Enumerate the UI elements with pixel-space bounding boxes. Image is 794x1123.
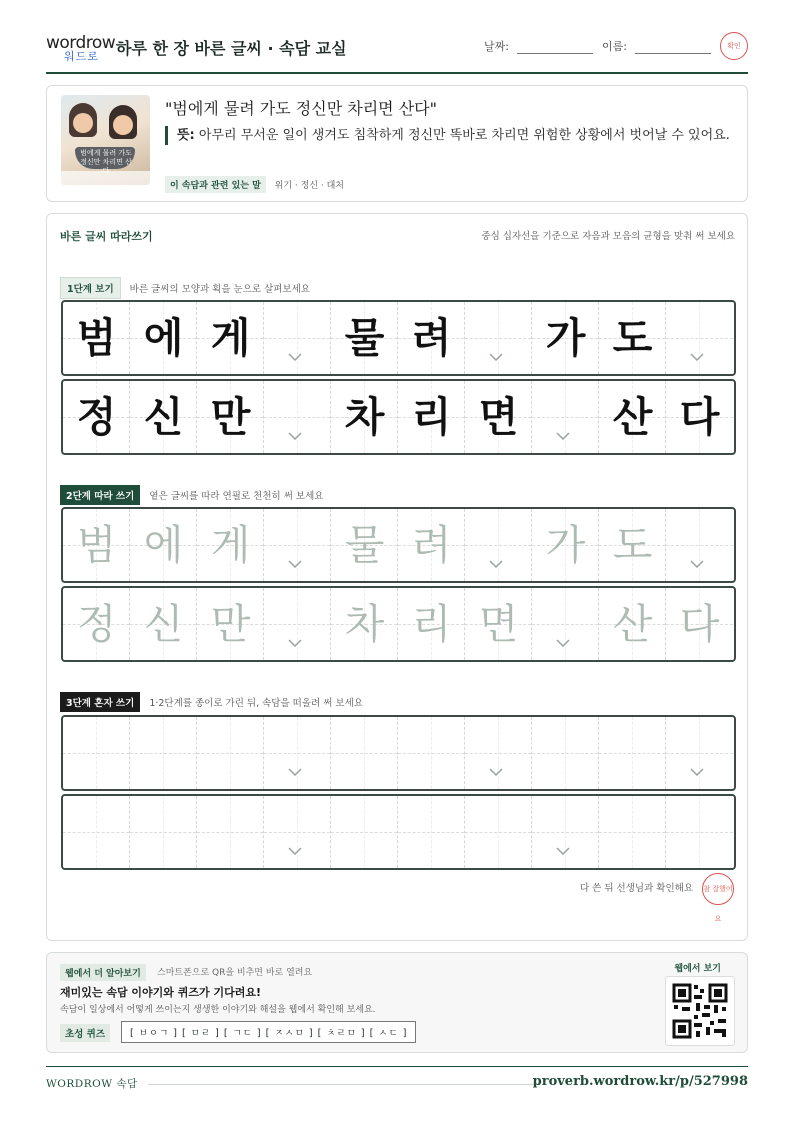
practice-char: 산 xyxy=(612,393,653,441)
space-mark-icon xyxy=(690,768,704,776)
practice-char: 면 xyxy=(478,393,519,441)
practice-char: 만 xyxy=(210,393,251,441)
char-cell xyxy=(465,381,532,453)
logo xyxy=(46,33,116,63)
char-cell[interactable] xyxy=(197,717,264,789)
char-cell xyxy=(398,302,465,374)
char-cell[interactable] xyxy=(130,509,197,581)
space-cell xyxy=(465,302,532,374)
space-mark-icon xyxy=(556,639,570,647)
space-cell xyxy=(666,302,733,374)
char-cell[interactable] xyxy=(63,796,130,868)
stage3-desc: 1·2단계를 종이로 가린 뒤, 속담을 떠올려 써 보세요 xyxy=(149,698,363,709)
char-cell[interactable] xyxy=(197,509,264,581)
practice-char: 리 xyxy=(411,393,452,441)
stage3-badge: 3단계 혼자 쓰기 xyxy=(60,692,140,712)
teacher-note: 다 쓴 뒤 선생님과 확인해요 xyxy=(579,883,693,894)
space-mark-icon xyxy=(288,432,302,440)
space-cell[interactable] xyxy=(666,717,733,789)
qr-label: 웹에서 보기 xyxy=(674,964,721,974)
related-list: 위기 · 정신 · 대처 xyxy=(274,181,344,191)
space-cell[interactable] xyxy=(465,509,532,581)
char-cell[interactable] xyxy=(599,588,666,660)
proverb-text: "범에게 물려 가도 정신만 차리면 산다" xyxy=(165,99,437,118)
meaning-label: 뜻: xyxy=(177,128,195,143)
space-cell xyxy=(532,381,599,453)
practice-char: 물 xyxy=(344,521,385,569)
char-cell xyxy=(130,381,197,453)
practice-char: 에 xyxy=(143,314,184,362)
practice-char: 다 xyxy=(679,393,720,441)
char-cell xyxy=(63,381,130,453)
stage2-row-1[interactable] xyxy=(61,507,736,583)
footer-divider xyxy=(148,1084,538,1085)
practice-char: 신 xyxy=(143,600,184,648)
char-cell[interactable] xyxy=(465,796,532,868)
practice-char: 만 xyxy=(210,600,251,648)
char-cell[interactable] xyxy=(532,509,599,581)
char-cell xyxy=(331,381,398,453)
practice-char: 리 xyxy=(411,600,452,648)
check-stamp-icon: 확인 xyxy=(720,32,748,60)
space-cell xyxy=(264,302,331,374)
space-cell[interactable] xyxy=(666,509,733,581)
char-cell[interactable] xyxy=(398,796,465,868)
practice-char: 산 xyxy=(612,600,653,648)
space-mark-icon xyxy=(288,768,302,776)
char-cell xyxy=(331,302,398,374)
space-mark-icon xyxy=(288,639,302,647)
practice-char: 려 xyxy=(411,314,452,362)
space-mark-icon xyxy=(556,432,570,440)
practice-char: 도 xyxy=(612,521,653,569)
space-mark-icon xyxy=(690,353,704,361)
char-cell[interactable] xyxy=(63,588,130,660)
date-line[interactable] xyxy=(517,41,593,54)
char-cell[interactable] xyxy=(398,588,465,660)
char-cell[interactable] xyxy=(331,509,398,581)
space-mark-icon xyxy=(489,560,503,568)
practice-char: 범 xyxy=(76,314,117,362)
practice-char: 게 xyxy=(210,314,251,362)
practice-char: 에 xyxy=(143,521,184,569)
practice-title: 바른 글씨 따라쓰기 xyxy=(60,230,153,243)
char-cell[interactable] xyxy=(130,588,197,660)
web-hint: 스마트폰으로 QR을 비추면 바로 열려요 xyxy=(157,968,313,978)
char-cell xyxy=(666,381,733,453)
space-cell[interactable] xyxy=(264,717,331,789)
space-cell[interactable] xyxy=(532,588,599,660)
char-cell xyxy=(599,381,666,453)
stage3-row-2[interactable] xyxy=(61,794,736,870)
practice-char: 신 xyxy=(143,393,184,441)
char-cell[interactable] xyxy=(599,717,666,789)
practice-char: 가 xyxy=(545,314,586,362)
logo-sub: 워드로 xyxy=(64,50,99,63)
char-cell[interactable] xyxy=(666,796,733,868)
practice-char: 정 xyxy=(76,600,117,648)
char-cell[interactable] xyxy=(197,588,264,660)
space-cell[interactable] xyxy=(264,509,331,581)
illustration-caption: 범에게 물려 가도 정신만 차리면 산 xyxy=(80,149,132,166)
quiz-label: 초성 퀴즈 xyxy=(60,1024,110,1042)
web-tag: 웹에서 더 알아보기 xyxy=(60,964,146,981)
footer-url[interactable]: proverb.wordrow.kr/p/527998 xyxy=(532,1074,748,1089)
practice-char: 정 xyxy=(76,393,117,441)
stage1-header xyxy=(60,277,310,299)
related-words xyxy=(165,176,344,193)
char-cell[interactable] xyxy=(599,796,666,868)
space-cell[interactable] xyxy=(465,717,532,789)
char-cell[interactable] xyxy=(331,717,398,789)
char-cell[interactable] xyxy=(599,509,666,581)
stage2-desc: 옅은 글씨를 따라 연필로 천천히 써 보세요 xyxy=(149,491,324,502)
space-mark-icon xyxy=(288,353,302,361)
space-cell[interactable] xyxy=(264,796,331,868)
name-field[interactable] xyxy=(602,38,711,54)
char-cell[interactable] xyxy=(532,717,599,789)
char-cell xyxy=(197,302,264,374)
practice-char: 물 xyxy=(344,314,385,362)
footer-brand: WORDROW 속담 xyxy=(46,1078,138,1090)
char-cell[interactable] xyxy=(130,717,197,789)
space-mark-icon xyxy=(556,847,570,855)
char-cell xyxy=(532,302,599,374)
name-label: 이름: xyxy=(602,40,627,53)
space-cell xyxy=(264,381,331,453)
page-title: 하루 한 장 바른 글씨 · 속담 교실 xyxy=(116,39,347,58)
date-field[interactable] xyxy=(484,38,593,54)
proverb-card xyxy=(46,85,748,202)
web-info-box xyxy=(46,952,748,1053)
footer xyxy=(46,1066,748,1090)
char-cell[interactable] xyxy=(398,717,465,789)
good-job-stamp-icon: 참 잘했어요 xyxy=(702,873,734,905)
proverb-meaning xyxy=(165,126,737,145)
char-cell[interactable] xyxy=(666,588,733,660)
char-cell xyxy=(398,381,465,453)
practice-char: 려 xyxy=(411,521,452,569)
web-heading: 재미있는 속담 이야기와 퀴즈가 기다려요! xyxy=(60,986,261,999)
proverb-illustration xyxy=(61,95,150,185)
char-cell[interactable] xyxy=(130,796,197,868)
char-cell xyxy=(63,302,130,374)
char-cell[interactable] xyxy=(63,509,130,581)
space-mark-icon xyxy=(288,847,302,855)
space-cell[interactable] xyxy=(532,796,599,868)
stage1-row-1 xyxy=(61,300,736,376)
stage2-header xyxy=(60,485,323,505)
logo-main: wordrow xyxy=(46,33,116,53)
space-mark-icon xyxy=(690,560,704,568)
practice-char: 면 xyxy=(478,600,519,648)
stage1-row-2 xyxy=(61,379,736,455)
char-cell[interactable] xyxy=(197,796,264,868)
practice-char: 도 xyxy=(612,314,653,362)
stage2-row-2[interactable] xyxy=(61,586,736,662)
practice-char: 게 xyxy=(210,521,251,569)
space-mark-icon xyxy=(288,560,302,568)
meaning-text: 아무리 무서운 일이 생겨도 침착하게 정신만 똑바로 차리면 위험한 상황에서 벗어날 수 있어요. xyxy=(198,128,730,143)
chosung-quiz: [ ㅂㅇㄱ ] [ ㅁㄹ ] [ ㄱㄷ ] [ ㅈㅅㅁ ] [ ㅊㄹㅁ ] [ ㅅㄷ ] xyxy=(121,1021,416,1043)
stage2-badge: 2단계 따라 쓰기 xyxy=(60,485,140,505)
char-cell[interactable] xyxy=(331,796,398,868)
char-cell[interactable] xyxy=(398,509,465,581)
space-cell[interactable] xyxy=(264,588,331,660)
name-line[interactable] xyxy=(635,41,711,54)
practice-char: 가 xyxy=(545,521,586,569)
practice-char: 다 xyxy=(679,600,720,648)
stage3-row-1[interactable] xyxy=(61,715,736,791)
char-cell[interactable] xyxy=(331,588,398,660)
qr-code-icon[interactable] xyxy=(665,976,735,1046)
practice-char: 차 xyxy=(344,600,385,648)
char-cell xyxy=(197,381,264,453)
char-cell[interactable] xyxy=(63,717,130,789)
date-label: 날짜: xyxy=(484,40,509,53)
char-cell xyxy=(599,302,666,374)
header xyxy=(46,28,748,74)
char-cell[interactable] xyxy=(465,588,532,660)
related-label: 이 속담과 관련 있는 말 xyxy=(165,176,266,193)
practice-char: 차 xyxy=(344,393,385,441)
practice-section xyxy=(46,213,748,941)
practice-guide: 중심 십자선을 기준으로 자음과 모음의 균형을 맞춰 써 보세요 xyxy=(481,231,735,242)
space-mark-icon xyxy=(489,768,503,776)
space-mark-icon xyxy=(489,353,503,361)
practice-char: 범 xyxy=(76,521,117,569)
web-desc: 속담이 일상에서 어떻게 쓰이는지 생생한 이야기와 해설을 웹에서 확인해 보세요. xyxy=(60,1005,376,1015)
stage1-desc: 바른 글씨의 모양과 획을 눈으로 살펴보세요 xyxy=(129,284,310,295)
stage1-badge: 1단계 보기 xyxy=(60,277,121,299)
char-cell xyxy=(130,302,197,374)
stage3-header xyxy=(60,692,363,712)
